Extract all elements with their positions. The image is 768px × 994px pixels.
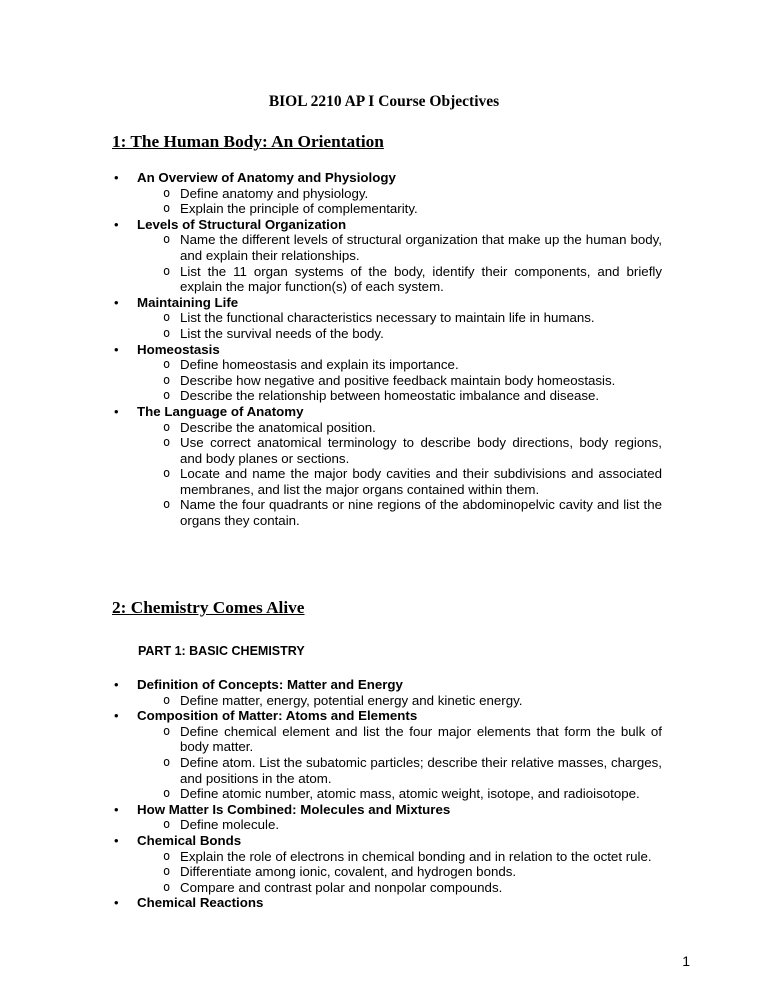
objective-list xyxy=(137,186,662,217)
objective-item: o Define anatomy and physiology. xyxy=(137,186,662,202)
objective-item: o Explain the principle of complementarity. xyxy=(137,201,662,217)
topic-label: • The Language of Anatomy xyxy=(137,403,304,419)
objective-list xyxy=(137,724,662,802)
objective-item: o List the survival needs of the body. xyxy=(137,326,662,342)
topic-item xyxy=(112,170,662,217)
objective-item: o Define atomic number, atomic mass, atomic weight, isotope, and radioisotope. xyxy=(137,786,662,802)
objective-list xyxy=(137,232,662,294)
topic-label: • Chemical Bonds xyxy=(137,832,242,848)
topic-item xyxy=(112,802,662,833)
topic-label: • How Matter Is Combined: Molecules and Mixtures xyxy=(137,801,451,817)
objective-item: o Define chemical element and list the four major elements that form the bulk of body matter. xyxy=(137,724,662,755)
objective-item: o Locate and name the major body cavities and their subdivisions and associated membranes, and list the major organs contained within them. xyxy=(137,466,662,497)
topic-item xyxy=(112,404,662,529)
part-label: PART 1: BASIC CHEMISTRY xyxy=(138,644,305,658)
document-title: BIOL 2210 AP I Course Objectives xyxy=(268,93,500,110)
objective-item: o Use correct anatomical terminology to describe body directions, body regions, and body planes or sections. xyxy=(137,435,662,466)
objective-list xyxy=(137,420,662,529)
objective-item: o Describe how negative and positive feedback maintain body homeostasis. xyxy=(137,373,662,389)
objective-list xyxy=(137,693,662,709)
page-number: 1 xyxy=(682,953,690,969)
topic-label: • Composition of Matter: Atoms and Elements xyxy=(137,708,418,724)
objective-item: o Compare and contrast polar and nonpolar compounds. xyxy=(137,880,662,896)
section-2-outline xyxy=(112,677,662,911)
topic-label: • An Overview of Anatomy and Physiology xyxy=(137,170,396,185)
objective-item: o Define atom. List the subatomic particles; describe their relative masses, charges, and positions in the atom. xyxy=(137,755,662,786)
objective-item: o Name the different levels of structural organization that make up the human body, and explain their relationships. xyxy=(137,232,662,263)
section-heading-1: 1: The Human Body: An Orientation xyxy=(112,132,384,151)
topic-item xyxy=(112,895,662,911)
objective-list xyxy=(137,357,662,404)
topic-label: • Definition of Concepts: Matter and Energy xyxy=(137,677,403,692)
objective-item: o List the functional characteristics necessary to maintain life in humans. xyxy=(137,310,662,326)
topic-item xyxy=(112,708,662,802)
objective-item: o Describe the anatomical position. xyxy=(137,420,662,436)
objective-list xyxy=(137,817,662,833)
topic-label: • Chemical Reactions xyxy=(137,895,264,911)
objective-item: o Describe the relationship between homeostatic imbalance and disease. xyxy=(137,388,662,404)
topic-label: • Homeostasis xyxy=(137,341,220,357)
objective-item: o Define homeostasis and explain its importance. xyxy=(137,357,662,373)
objective-item: o Explain the role of electrons in chemical bonding and in relation to the octet rule. xyxy=(137,849,662,865)
topic-label: • Levels of Structural Organization xyxy=(137,216,347,232)
topic-item xyxy=(112,217,662,295)
topic-label: • Maintaining Life xyxy=(137,294,239,310)
objective-item: o List the 11 organ systems of the body, identify their components, and briefly explain the major function(s) of each system. xyxy=(137,264,662,295)
objective-item: o Differentiate among ionic, covalent, and hydrogen bonds. xyxy=(137,864,662,880)
topic-item xyxy=(112,677,662,708)
objective-list xyxy=(137,310,662,341)
objective-item: o Define matter, energy, potential energy and kinetic energy. xyxy=(137,693,662,709)
topic-item xyxy=(112,833,662,895)
objective-item: o Name the four quadrants or nine regions of the abdominopelvic cavity and list the organs they contain. xyxy=(137,497,662,528)
section-heading-2: 2: Chemistry Comes Alive xyxy=(112,598,305,617)
objective-list xyxy=(137,849,662,896)
topic-item xyxy=(112,342,662,404)
objective-item: o Define molecule. xyxy=(137,817,662,833)
section-1-outline xyxy=(112,170,662,529)
topic-item xyxy=(112,295,662,342)
